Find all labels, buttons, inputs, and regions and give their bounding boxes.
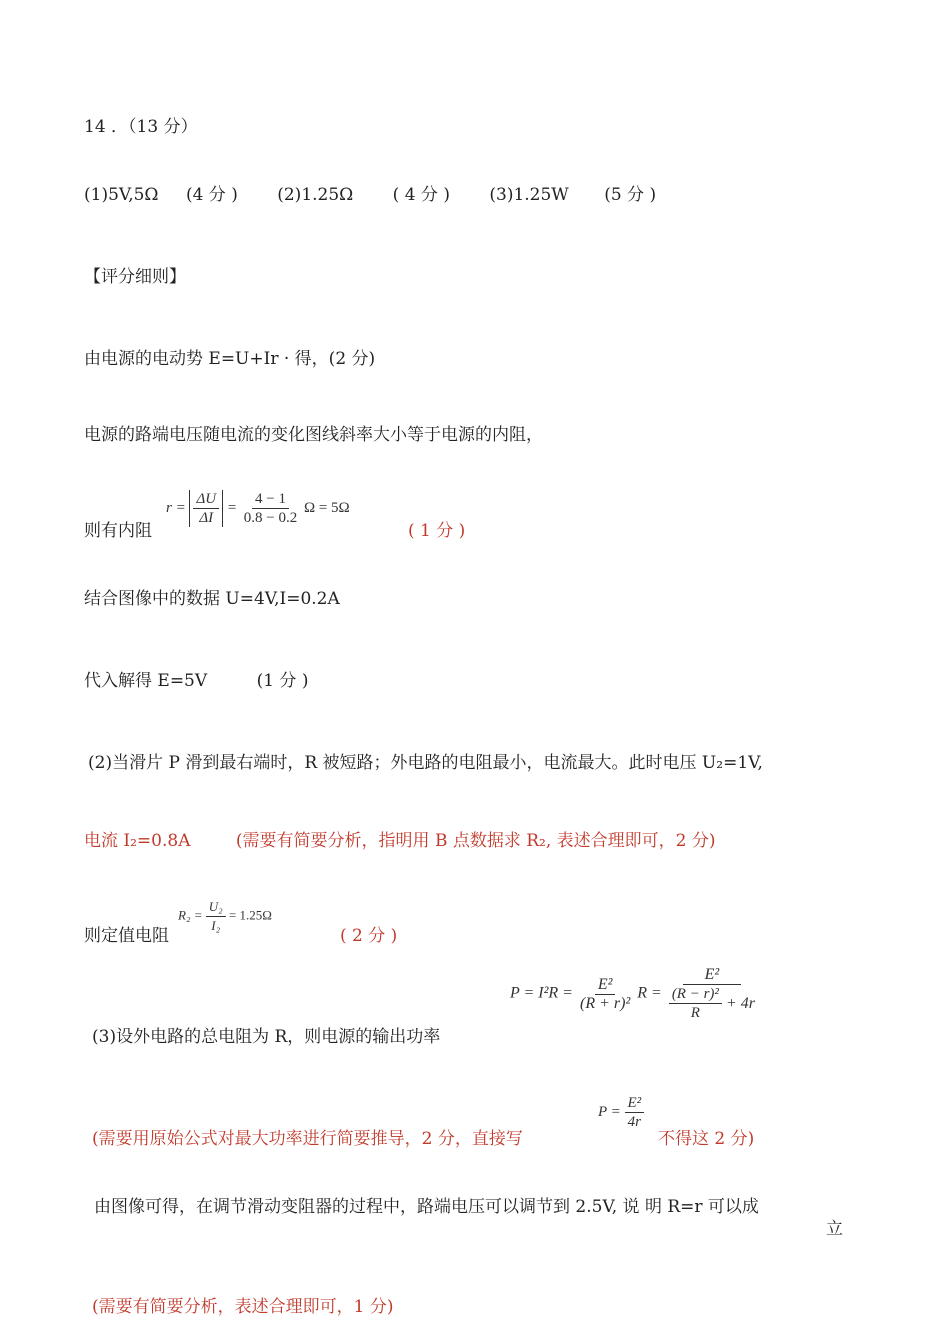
formula-p-max: P =	[598, 1103, 621, 1120]
formula-4r: 4r	[627, 1114, 642, 1130]
step-part2-analysis: (2)当滑片 P 滑到最右端时，R 被短路；外电路的电阻最小，电流最大。此时电压 U₂=1V,	[88, 753, 763, 773]
formula-power-lhs: P = I²R =	[510, 984, 573, 1002]
formula-r2: R₂ =	[178, 907, 203, 923]
step-derivation-note-post: 不得这 2 分)	[658, 1129, 755, 1149]
formula-i2: I₂	[211, 918, 221, 933]
rubric-title: 【评分细则】	[84, 267, 186, 287]
step-part2-current-note: (需要有简要分析，指明用 B 点数据求 R₂, 表述合理即可，2 分)	[235, 831, 716, 851]
formula-plus-4r: + 4r	[725, 994, 755, 1012]
step-output-power: (3)设外电路的总电阻为 R，则电源的输出功率	[92, 1027, 441, 1047]
formula-result: Ω = 5Ω	[303, 499, 350, 516]
formula-delta-i: ΔI	[199, 510, 214, 526]
formula-r: r	[166, 499, 172, 516]
step-internal-resistance-label: 则有内阻	[84, 521, 152, 541]
formula-e-squared-2: E²	[683, 966, 742, 985]
formula-r2-result: = 1.25Ω	[228, 907, 272, 923]
formula-r-plus-r-squared: (R + r)²	[579, 994, 631, 1012]
formula-max-e-squared: E²	[625, 1094, 645, 1113]
formula-r-equals: R =	[637, 984, 662, 1002]
answer-part1: (1)5V,5Ω	[84, 185, 159, 205]
answer-part3: (3)1.25W	[489, 185, 569, 205]
formula-abs	[189, 490, 223, 527]
step-part2-current-text: 电流 I₂=0.8A	[84, 831, 191, 851]
step-fixed-resistor-score: ( 2 分 )	[340, 926, 398, 946]
step-derivation-note-pre: (需要用原始公式对最大功率进行简要推导，2 分，直接写	[92, 1129, 523, 1149]
formula-denominator: 0.8 − 0.2	[243, 510, 298, 526]
step-solve-emf-text: 代入解得 E=5V	[84, 671, 208, 691]
step-slope: 电源的路端电压随电流的变化图线斜率大小等于电源的内阻，	[84, 425, 543, 445]
question-number: 14 ．（13 分）	[84, 117, 198, 137]
formula-e-squared: E²	[595, 976, 616, 995]
answer-part2-score: ( 4 分 )	[392, 185, 450, 205]
step-solve-emf	[84, 670, 308, 692]
formula-r-minus-r-squared: (R − r)²	[669, 985, 722, 1004]
step-fixed-resistor-label: 则定值电阻	[84, 926, 169, 946]
step-final-note: (需要有简要分析，表述合理即可，1 分)	[92, 1297, 394, 1317]
step-solve-emf-score: (1 分 )	[256, 671, 309, 691]
step-graph-conclusion-wrap: 立	[826, 1219, 843, 1239]
step-part2-current	[84, 830, 716, 852]
max-power-formula	[598, 1094, 644, 1131]
formula-numerator: 4 − 1	[252, 490, 289, 509]
step-internal-resistance-score: ( 1 分 )	[408, 521, 466, 541]
output-power-formula	[510, 966, 758, 1022]
answer-summary	[84, 184, 656, 206]
step-graph-conclusion: 由图像可得，在调节滑动变阻器的过程中，路端电压可以调节到 2.5V, 说 明 R=r 可以成	[94, 1197, 759, 1217]
answer-part2: (2)1.25Ω	[277, 185, 354, 205]
fixed-resistor-formula	[178, 898, 272, 935]
formula-u2: U₂	[206, 898, 226, 917]
formula-r-denominator: R	[690, 1005, 700, 1021]
step-data-point: 结合图像中的数据 U=4V,I=0.2A	[84, 589, 340, 609]
formula-delta-u: ΔU	[193, 490, 219, 509]
step-emf: 由电源的电动势 E=U+Ir · 得，(2 分)	[84, 349, 376, 369]
answer-part1-score: (4 分 )	[185, 185, 238, 205]
answer-part3-score: (5 分 )	[604, 185, 657, 205]
internal-resistance-formula: r = $\frac{\Delta U}{\Delta I}$ = $\frac{4 - 1}{0.8 - 0.2}$ Ω = 5Ω	[166, 491, 350, 526]
